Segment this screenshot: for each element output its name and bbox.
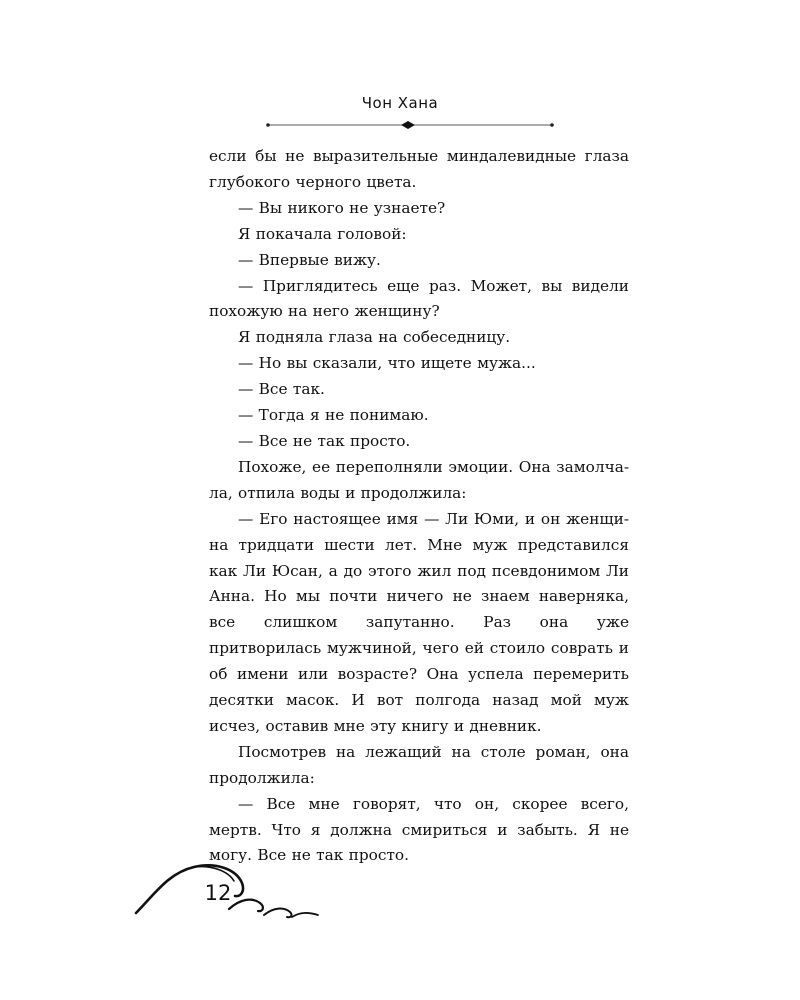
paragraph-9: — Тогда я не понимаю. (238, 406, 429, 425)
paragraph-4: — Впервые вижу. (238, 250, 381, 269)
ornament-diamond (401, 121, 415, 129)
paragraph-10: — Все не так просто. (238, 431, 411, 450)
running-head-title: Чон Хана (361, 94, 439, 112)
paragraph-5: — Приглядитесь еще раз. Может, вы видели похожую на него женщину? (209, 276, 629, 321)
paragraph-3: Я покачала головой: (238, 224, 407, 243)
ornament-dot-left (266, 123, 270, 127)
paragraph-1: если бы не выразительные миндалевидные глаза глубокого черного цвета. (209, 147, 629, 191)
paragraph-12: — Его настоящее имя — Ли Юми, и он женщина тридцати шести лет. Мне муж представился как Ли Юсан, а до этого жил под псевдонимом Ли Анна. Но мы почти ничего не знаем наверняка, все слишком запутанно. Раз она уже притворилась мужчиной, чего ей стоило соврать и об имени или возрасте? Она успела перемерить десятки масок. И вот полгода назад мой муж исчез, оставив мне эту книгу и дневник. (209, 509, 629, 735)
ornament-dot-right (550, 123, 554, 127)
header-ornament-divider (262, 117, 558, 133)
paragraph-8: — Все так. (238, 380, 325, 399)
page-number: 12 (204, 881, 232, 905)
paragraph-2: — Вы никого не узнаете? (238, 198, 446, 217)
paragraph-14: — Все мне говорят, что он, скорее всего, мертв. Что я должна смириться и забыть. Я не могу. Все не так просто. (209, 794, 629, 865)
paragraph-13: Посмотрев на лежащий на столе роман, она продолжила: (209, 742, 629, 787)
body-text (209, 144, 629, 869)
paragraph-11: Похоже, ее переполняли эмоции. Она замолчала, отпила воды и продолжила: (209, 457, 629, 502)
paragraph-7: — Но вы сказали, что ищете мужа... (238, 354, 536, 373)
paragraph-6: Я подняла глаза на собеседницу. (238, 328, 511, 347)
